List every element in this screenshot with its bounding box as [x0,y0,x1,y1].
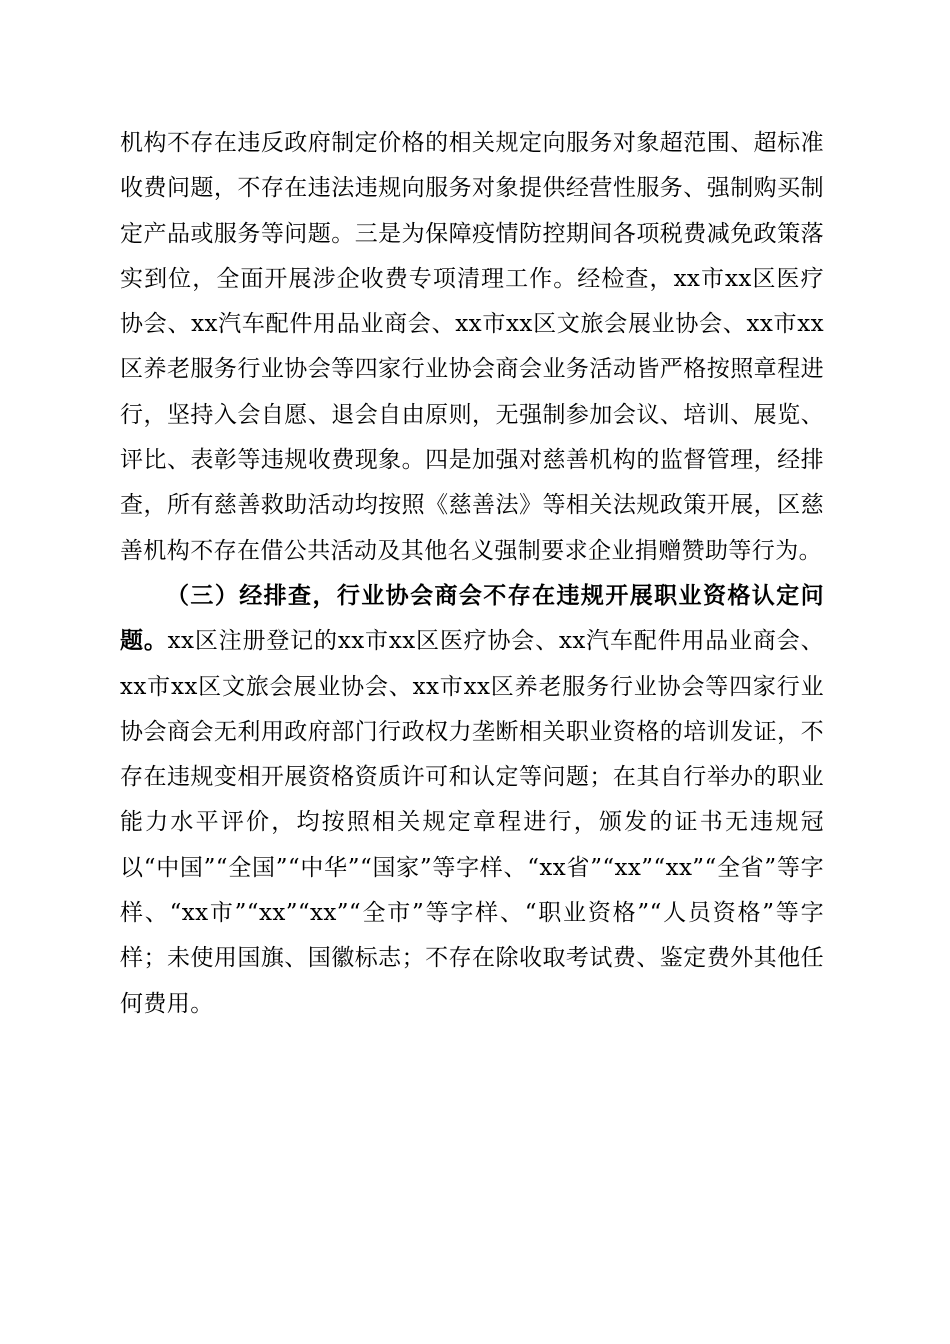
section-three-heading: （三）经排查，行业协会商会不存在违规开展职业资格认定问题。 [120,582,824,655]
paragraph-section-three [120,574,824,1027]
document-body [120,121,824,1027]
section-three-body: xx区注册登记的xx市xx区医疗协会、xx汽车配件用品业商会、xx市xx区文旅会展业协会、xx市xx区养老服务行业协会等四家行业协会商会无利用政府部门行政权力垄断相关职业资格的培训发证，不存在违规变相开展资格资质许可和认定等问题；在其自行举办的职业能力水平评价，均按照相关规定章程进行，颁发的证书无违规冠以“中国”“全国”“中华”“国家”等字样、“xx省”“xx”“xx”“全省”等字样、“xx市”“xx”“xx”“全市”等字样、“职业资格”“人员资格”等字样；未使用国旗、国徽标志；不存在除收取考试费、鉴定费外其他任何费用。 [120,628,824,1017]
paragraph-continuation: 机构不存在违反政府制定价格的相关规定向服务对象超范围、超标准收费问题，不存在违法违规向服务对象提供经营性服务、强制购买制定产品或服务等问题。三是为保障疫情防控期间各项税费减免政策落实到位，全面开展涉企收费专项清理工作。经检查，xx市xx区医疗协会、xx汽车配件用品业商会、xx市xx区文旅会展业协会、xx市xx区养老服务行业协会等四家行业协会商会业务活动皆严格按照章程进行，坚持入会自愿、退会自由原则，无强制参加会议、培训、展览、评比、表彰等违规收费现象。四是加强对慈善机构的监督管理，经排查，所有慈善救助活动均按照《慈善法》等相关法规政策开展，区慈善机构不存在借公共活动及其他名义强制要求企业捐赠赞助等行为。 [120,130,824,564]
